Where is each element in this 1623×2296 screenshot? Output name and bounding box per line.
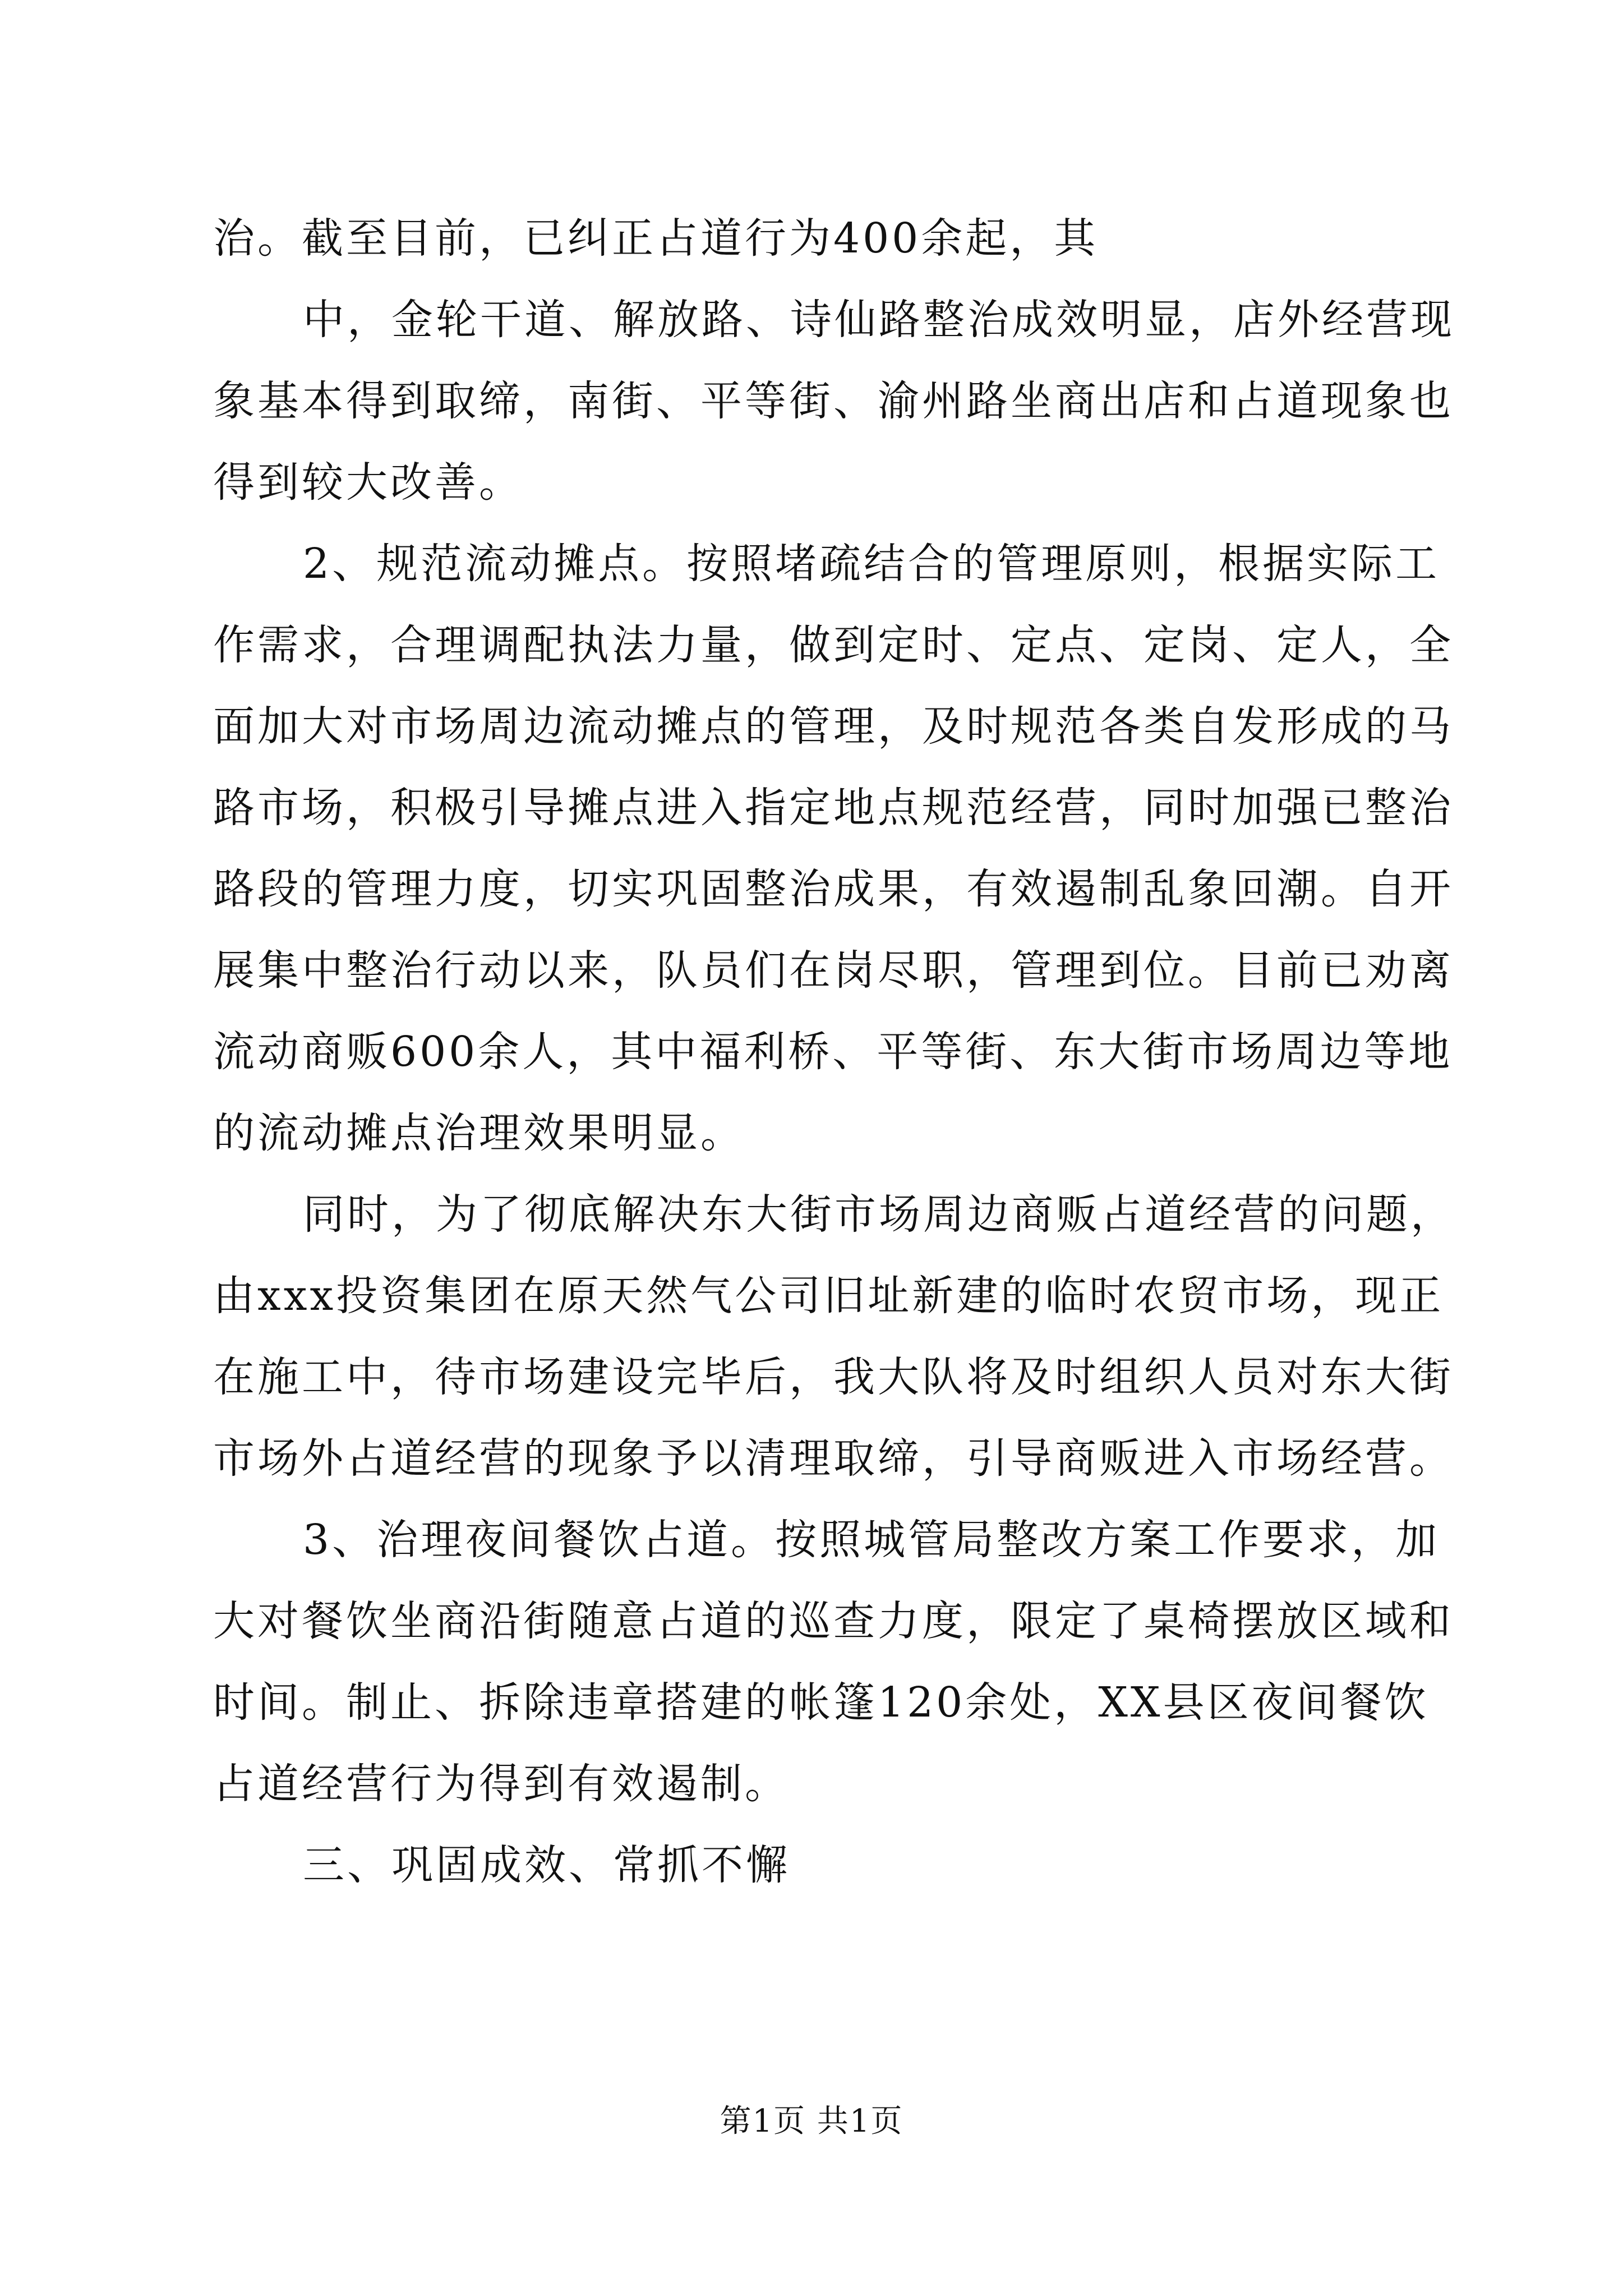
text-line: 作需求，合理调配执法力量，做到定时、定点、定岗、定人，全 [213,621,1454,669]
text-line: 时间。制止、拆除违章搭建的帐篷120余处，XX县区夜间餐饮 [213,1678,1429,1727]
text-line: 2、规范流动摊点。按照堵疏结合的管理原则，根据实际工 [303,540,1440,588]
text-line: 同时，为了彻底解决东大街市场周边商贩占道经营的问题， [303,1190,1455,1239]
text-line: 由xxx投资集团在原天然气公司旧址新建的临时农贸市场，现正 [213,1272,1444,1320]
text-line: 治。截至目前，已纠正占道行为400余起，其 [213,214,1099,263]
text-line: 的流动摊点治理效果明显。 [213,1109,745,1157]
text-line: 在施工中，待市场建设完毕后，我大队将及时组织人员对东大街 [213,1353,1454,1401]
section-heading: 三、巩固成效、常抓不懈 [303,1841,790,1889]
text-line: 得到较大改善。 [213,458,523,507]
text-line: 路段的管理力度，切实巩固整治成果，有效遏制乱象回潮。自开 [213,865,1454,913]
text-line: 象基本得到取缔，南街、平等街、渝州路坐商出店和占道现象也 [213,377,1454,425]
text-line: 占道经营行为得到有效遏制。 [213,1760,789,1808]
text-line: 大对餐饮坐商沿街随意占道的巡查力度，限定了桌椅摆放区域和 [213,1597,1454,1645]
text-line: 流动商贩600余人，其中福利桥、平等街、东大街市场周边等地 [213,1028,1453,1076]
text-line: 3、治理夜间餐饮占道。按照城管局整改方案工作要求，加 [303,1516,1440,1564]
text-line: 路市场，积极引导摊点进入指定地点规范经营，同时加强已整治 [213,784,1454,832]
text-line: 展集中整治行动以来，队员们在岗尽职，管理到位。目前已劝离 [213,946,1454,995]
text-line: 市场外占道经营的现象予以清理取缔，引导商贩进入市场经营。 [213,1434,1454,1483]
text-line: 中，金轮干道、解放路、诗仙路整治成效明显，店外经营现 [303,296,1455,344]
page-number-footer: 第1页 共1页 [720,2103,903,2139]
text-line: 面加大对市场周边流动摊点的管理，及时规范各类自发形成的马 [213,702,1454,751]
